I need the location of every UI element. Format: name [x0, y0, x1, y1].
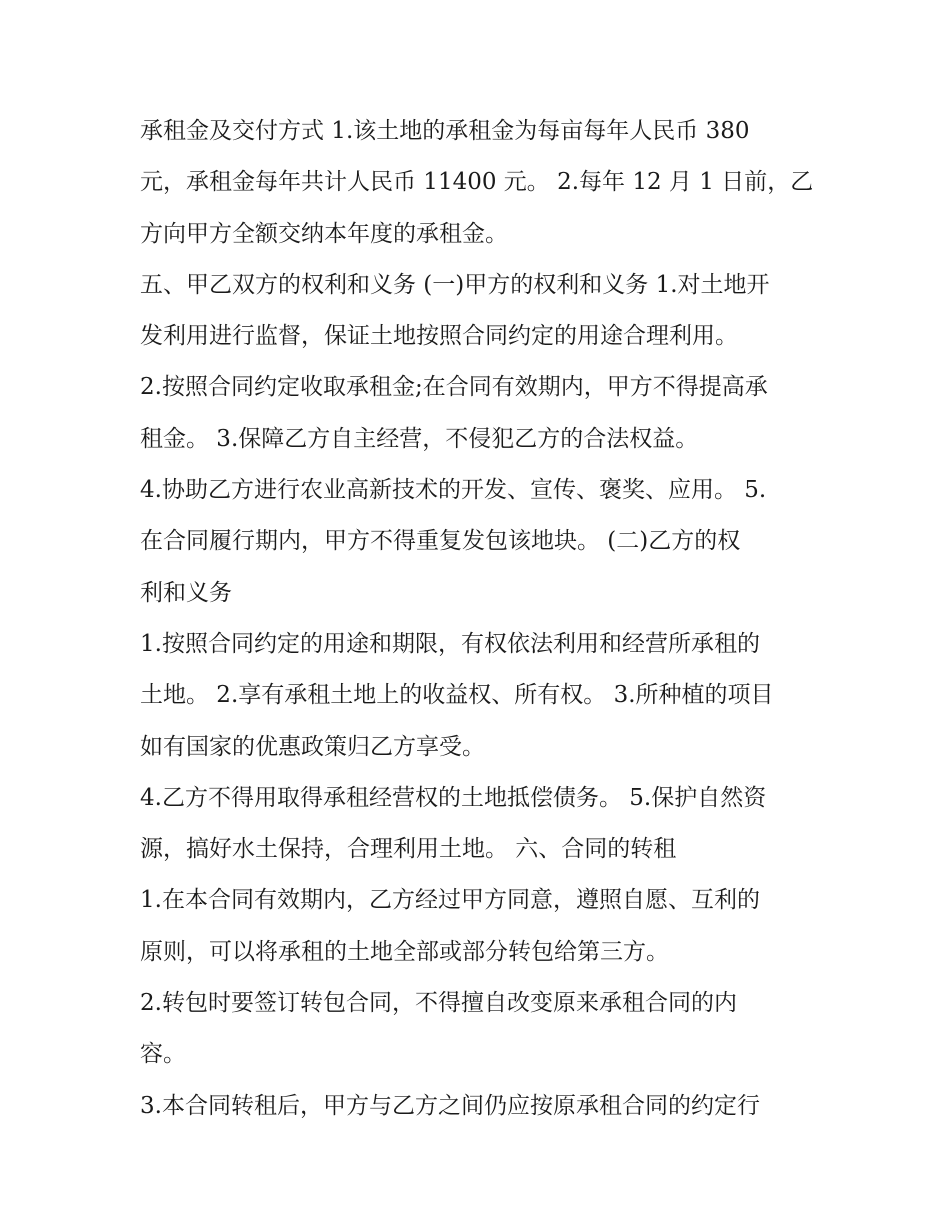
text-line: 土地。 2.享有承租土地上的收益权、所有权。 3.所种植的项目 — [140, 682, 774, 709]
text-line: 1.按照合同约定的用途和期限，有权依法利用和经营所承租的 — [140, 630, 760, 657]
text-line: 原则，可以将承租的土地全部或部分转包给第三方。 — [140, 938, 669, 965]
text-line: 源，搞好水土保持，合理利用土地。 六、合同的转租 — [140, 836, 677, 863]
text-line: 承租金及交付方式 1.该土地的承租金为每亩每年人民币 380 — [140, 118, 750, 144]
text-line: 发利用进行监督，保证土地按照合同约定的用途合理利用。 — [140, 323, 738, 350]
text-line: 3.本合同转租后，甲方与乙方之间仍应按原承租合同的约定行 — [140, 1092, 760, 1119]
text-line: 方向甲方全额交纳本年度的承租金。 — [140, 220, 508, 247]
text-line: 2.转包时要签订转包合同，不得擅自改变原来承租合同的内 — [140, 990, 737, 1017]
text-line: 元，承租金每年共计人民币 11400 元。 2.每年 12 月 1 日前，乙 — [140, 169, 814, 196]
text-line: 如有国家的优惠政策归乙方享受。 — [140, 733, 485, 760]
text-line: 租金。 3.保障乙方自主经营，不侵犯乙方的合法权益。 — [140, 425, 699, 452]
text-line: 4.协助乙方进行农业高新技术的开发、宣传、褒奖、应用。 5. — [140, 477, 767, 504]
text-line: 在合同履行期内，甲方不得重复发包该地块。 (二)乙方的权 — [140, 528, 741, 555]
contract-body-text — [140, 112, 820, 1138]
text-line: 容。 — [140, 1041, 186, 1068]
text-line: 4.乙方不得用取得承租经营权的土地抵偿债务。 5.保护自然资 — [140, 784, 767, 811]
text-line: 2.按照合同约定收取承租金;在合同有效期内，甲方不得提高承 — [140, 374, 768, 401]
text-line: 利和义务 — [140, 579, 232, 606]
text-line: 1.在本合同有效期内，乙方经过甲方同意，遵照自愿、互利的 — [140, 887, 760, 914]
text-line: 五、甲乙双方的权利和义务 (一)甲方的权利和义务 1.对土地开 — [140, 271, 770, 298]
